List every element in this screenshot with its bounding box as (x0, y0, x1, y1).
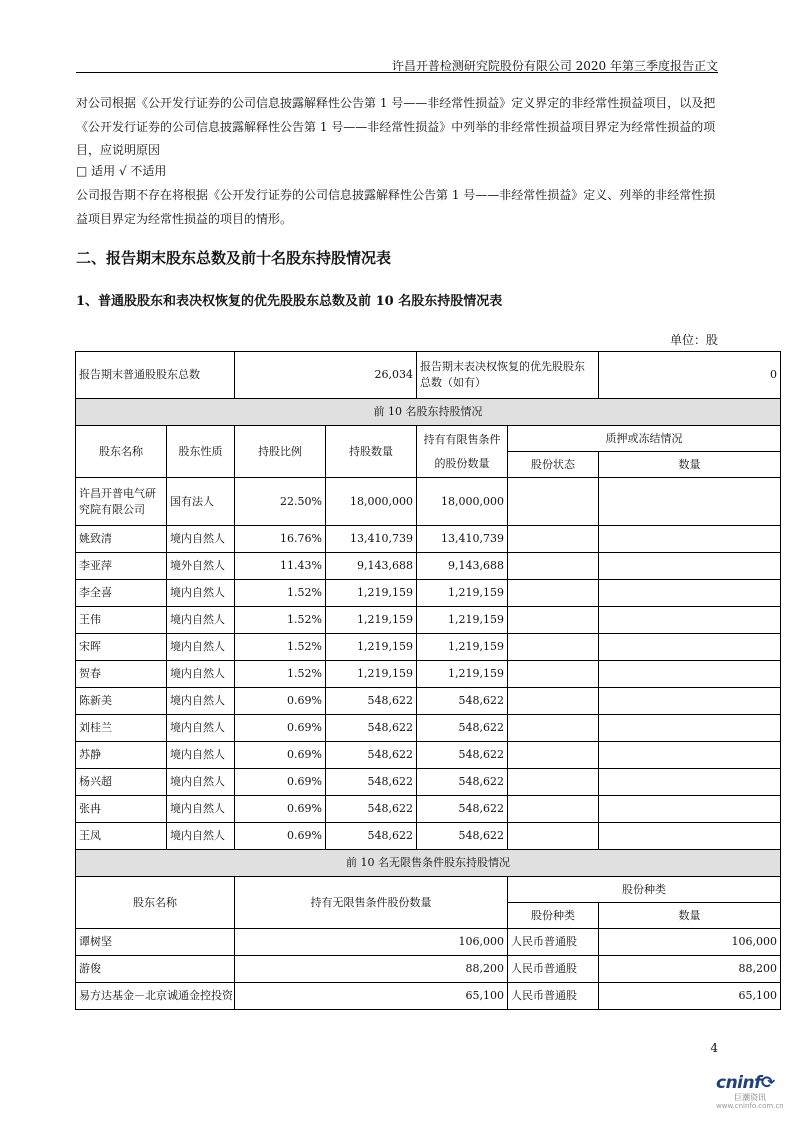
restricted-quantity: 1,219,159 (417, 607, 508, 634)
shareholder-name: 王伟 (76, 607, 167, 634)
page-header-title: 许昌开普检测研究院股份有限公司 2020 年第三季度报告正文 (391, 59, 718, 73)
header-rule (76, 72, 718, 73)
unrestricted-shareholder-name: 游俊 (76, 956, 235, 983)
holding-quantity: 1,219,159 (326, 580, 417, 607)
holding-quantity: 1,219,159 (326, 661, 417, 688)
unrestricted-title: 前 10 名无限售条件股东持股情况 (76, 850, 781, 877)
pledge-status (508, 580, 599, 607)
shareholder-nature: 国有法人 (167, 478, 235, 526)
preferred-shareholders-label: 报告期末表决权恢复的优先股股东总数（如有） (417, 352, 599, 399)
restricted-quantity: 548,622 (417, 769, 508, 796)
pledge-status (508, 478, 599, 526)
logo-text: cninf (716, 1073, 762, 1093)
unrestricted-shareholder-name: 谭树坚 (76, 929, 235, 956)
pledge-status (508, 823, 599, 850)
shareholder-nature: 境外自然人 (167, 553, 235, 580)
unrestricted-header-row-1 (76, 877, 781, 903)
holding-ratio: 11.43% (235, 553, 326, 580)
holding-ratio: 22.50% (235, 478, 326, 526)
intro-paragraph-1: 对公司根据《公开发行证券的公司信息披露解释性公告第 1 号——非经常性损益》定义界定的非经常性损益项目，以及把《公开发行证券的公司信息披露解释性公告第 1 号——非经常性损益》中列举的非经常性损益项目界定为经常性损益的项目，应说明原因 (76, 96, 716, 157)
shareholder-name: 苏静 (76, 742, 167, 769)
top10-row (76, 796, 781, 823)
shareholder-nature: 境内自然人 (167, 715, 235, 742)
unrestricted-header-type-name: 股份种类 (508, 903, 599, 929)
shareholder-nature: 境内自然人 (167, 607, 235, 634)
pledge-quantity (599, 526, 781, 553)
holding-ratio: 0.69% (235, 769, 326, 796)
header-ratio: 持股比例 (235, 426, 326, 478)
cninfo-logo (716, 1073, 786, 1109)
restricted-quantity: 548,622 (417, 742, 508, 769)
holding-quantity: 9,143,688 (326, 553, 417, 580)
shareholder-name: 贺春 (76, 661, 167, 688)
shareholder-nature: 境内自然人 (167, 742, 235, 769)
shareholder-name: 刘桂兰 (76, 715, 167, 742)
restricted-quantity: 548,622 (417, 823, 508, 850)
header-nature: 股东性质 (167, 426, 235, 478)
shareholder-name: 张冉 (76, 796, 167, 823)
shareholder-nature: 境内自然人 (167, 580, 235, 607)
top10-row (76, 715, 781, 742)
logo-url-text: www.cninfo.com.cn (716, 1102, 784, 1110)
pledge-quantity (599, 796, 781, 823)
holding-ratio: 0.69% (235, 742, 326, 769)
holding-quantity: 1,219,159 (326, 634, 417, 661)
holding-quantity: 18,000,000 (326, 478, 417, 526)
section-title: 二、报告期末股东总数及前十名股东持股情况表 (76, 249, 392, 267)
shareholder-name: 陈新美 (76, 688, 167, 715)
unrestricted-row (76, 983, 781, 1010)
top10-row (76, 553, 781, 580)
shareholder-nature: 境内自然人 (167, 769, 235, 796)
unrestricted-header-name: 股东名称 (76, 877, 235, 929)
header-pledge: 质押或冻结情况 (508, 426, 781, 452)
holding-quantity: 548,622 (326, 742, 417, 769)
restricted-quantity: 18,000,000 (417, 478, 508, 526)
unrestricted-header-type-qty: 数量 (599, 903, 781, 929)
holding-quantity: 548,622 (326, 769, 417, 796)
restricted-quantity: 9,143,688 (417, 553, 508, 580)
pledge-quantity (599, 607, 781, 634)
holding-ratio: 1.52% (235, 580, 326, 607)
share-type: 人民币普通股 (508, 929, 599, 956)
logo-swoosh-icon: ⟳ (761, 1073, 775, 1093)
logo-sub-text: 巨潮资讯 (734, 1093, 766, 1102)
pledge-status (508, 607, 599, 634)
shareholder-nature: 境内自然人 (167, 796, 235, 823)
pledge-status (508, 796, 599, 823)
top10-title: 前 10 名股东持股情况 (76, 399, 781, 426)
shareholder-name: 王凤 (76, 823, 167, 850)
unrestricted-header-qty: 持有无限售条件股份数量 (235, 877, 508, 929)
shareholder-nature: 境内自然人 (167, 823, 235, 850)
restricted-quantity: 1,219,159 (417, 634, 508, 661)
pledge-status (508, 769, 599, 796)
holding-ratio: 16.76% (235, 526, 326, 553)
restricted-quantity: 548,622 (417, 796, 508, 823)
shareholder-nature: 境内自然人 (167, 688, 235, 715)
pledge-status (508, 553, 599, 580)
header-pledge-status: 股份状态 (508, 452, 599, 478)
shareholder-nature: 境内自然人 (167, 634, 235, 661)
unrestricted-header-type: 股份种类 (508, 877, 781, 903)
holding-quantity: 548,622 (326, 796, 417, 823)
shareholder-table (75, 351, 781, 1010)
top10-header-row-1 (76, 426, 781, 452)
holding-ratio: 1.52% (235, 634, 326, 661)
header-qty: 持股数量 (326, 426, 417, 478)
shareholder-name: 李全喜 (76, 580, 167, 607)
pledge-status (508, 715, 599, 742)
top10-row (76, 526, 781, 553)
restricted-quantity: 13,410,739 (417, 526, 508, 553)
pledge-quantity (599, 715, 781, 742)
pledge-quantity (599, 823, 781, 850)
pledge-quantity (599, 769, 781, 796)
pledge-status (508, 742, 599, 769)
top10-row (76, 634, 781, 661)
holding-quantity: 548,622 (326, 823, 417, 850)
top10-row (76, 823, 781, 850)
intro-paragraph-2: 公司报告期不存在将根据《公开发行证券的公司信息披露解释性公告第 1 号——非经常性损益》定义、列举的非经常性损益项目界定为经常性损益的项目的情形。 (76, 188, 716, 226)
unrestricted-title-row (76, 850, 781, 877)
header-restricted: 持有有限售条件的股份数量 (417, 426, 508, 478)
share-type-quantity: 88,200 (599, 956, 781, 983)
holding-quantity: 548,622 (326, 688, 417, 715)
unrestricted-quantity: 65,100 (235, 983, 508, 1010)
top10-row (76, 607, 781, 634)
shareholder-name: 杨兴超 (76, 769, 167, 796)
shareholder-name: 姚致清 (76, 526, 167, 553)
shareholder-name: 李亚萍 (76, 553, 167, 580)
pledge-quantity (599, 580, 781, 607)
top10-row (76, 580, 781, 607)
summary-row (76, 352, 781, 399)
total-shareholders-value: 26,034 (235, 352, 417, 399)
total-shareholders-label: 报告期末普通股股东总数 (76, 352, 235, 399)
pledge-status (508, 661, 599, 688)
top10-title-row (76, 399, 781, 426)
pledge-quantity (599, 742, 781, 769)
preferred-shareholders-value: 0 (599, 352, 781, 399)
holding-quantity: 1,219,159 (326, 607, 417, 634)
holding-ratio: 0.69% (235, 796, 326, 823)
top10-row (76, 769, 781, 796)
page-number: 4 (710, 1041, 718, 1055)
unit-label: 单位：股 (669, 333, 718, 347)
pledge-quantity (599, 478, 781, 526)
unrestricted-quantity: 106,000 (235, 929, 508, 956)
shareholder-name: 宋晖 (76, 634, 167, 661)
holding-quantity: 13,410,739 (326, 526, 417, 553)
shareholder-nature: 境内自然人 (167, 526, 235, 553)
holding-ratio: 0.69% (235, 823, 326, 850)
holding-ratio: 0.69% (235, 688, 326, 715)
pledge-quantity (599, 661, 781, 688)
applicability-note: □ 适用 √ 不适用 (76, 164, 167, 178)
unrestricted-row (76, 956, 781, 983)
holding-quantity: 548,622 (326, 715, 417, 742)
sub-section-title: 1、普通股股东和表决权恢复的优先股股东总数及前 10 名股东持股情况表 (76, 294, 503, 309)
pledge-status (508, 526, 599, 553)
restricted-quantity: 548,622 (417, 715, 508, 742)
unrestricted-shareholder-name: 易方达基金－北京诚通金控投资 (76, 983, 235, 1010)
top10-row (76, 742, 781, 769)
share-type-quantity: 106,000 (599, 929, 781, 956)
pledge-quantity (599, 553, 781, 580)
unrestricted-quantity: 88,200 (235, 956, 508, 983)
shareholder-name: 许昌开普电气研究院有限公司 (76, 478, 167, 526)
pledge-status (508, 634, 599, 661)
restricted-quantity: 1,219,159 (417, 661, 508, 688)
holding-ratio: 1.52% (235, 661, 326, 688)
share-type-quantity: 65,100 (599, 983, 781, 1010)
pledge-status (508, 688, 599, 715)
unrestricted-row (76, 929, 781, 956)
restricted-quantity: 548,622 (417, 688, 508, 715)
restricted-quantity: 1,219,159 (417, 580, 508, 607)
share-type: 人民币普通股 (508, 956, 599, 983)
top10-row (76, 478, 781, 526)
shareholder-nature: 境内自然人 (167, 661, 235, 688)
pledge-quantity (599, 634, 781, 661)
share-type: 人民币普通股 (508, 983, 599, 1010)
top10-row (76, 688, 781, 715)
header-name: 股东名称 (76, 426, 167, 478)
top10-row (76, 661, 781, 688)
header-pledge-qty: 数量 (599, 452, 781, 478)
holding-ratio: 0.69% (235, 715, 326, 742)
pledge-quantity (599, 688, 781, 715)
holding-ratio: 1.52% (235, 607, 326, 634)
